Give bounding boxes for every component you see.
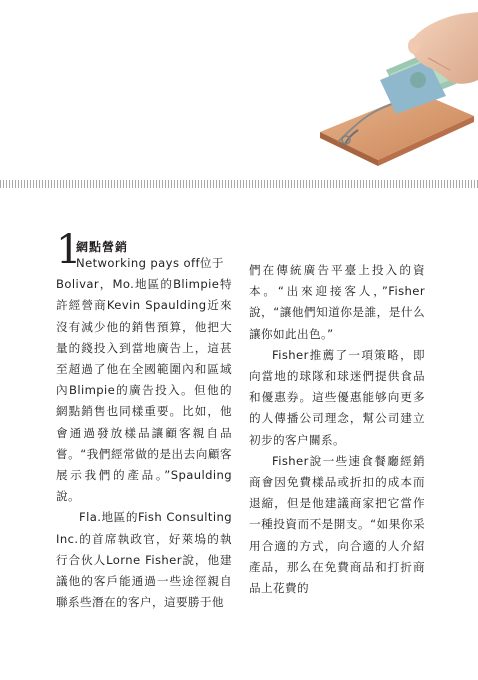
left-text-column xyxy=(56,234,232,613)
mousetrap-money-photo xyxy=(300,0,478,168)
right-text-column xyxy=(249,260,425,599)
section-title: 網點營銷 xyxy=(76,240,129,254)
paragraph-body: 們在傳統廣告平臺上投入的資本。“出來迎接客人，”Fisher說，“讓他們知道你是誰，是什么讓你如此出色。” xyxy=(249,263,425,341)
section-number: 1 xyxy=(56,227,82,273)
paragraph-body: Bolivar，Mo.地區的Blimpie特許經營商Kevin Spaulding近來沒有減少他的銷售預算，他把大量的錢投入到當地廣告上，這甚至超過了他在全國範圍內和區域內Blimpie的廣告投入。但他的網點銷售也同樣重要。比如，他會通過發放樣品讓顧客親自品嘗。“我們經常做的是出去向顧客展示我們的產品。”Spaulding說。 xyxy=(56,277,232,504)
paragraph-body: Fla.地區的Fish Consulting Inc.的首席執政官，好萊塢的執行合伙人Lorne Fisher說，他建議他的客戶能通過一些途徑親自聯系些潛在的客户，這要勝于他 xyxy=(56,510,232,610)
paragraph-body: Fisher說一些速食餐廳經銷商會因免費樣品或折扣的成本而退縮，但是他建議商家把它當作一種投資而不是開支。“如果你采用合適的方式，向合適的人介紹產品，那么在免費商品和打折商品上花費的 xyxy=(249,453,425,596)
paragraph-opening-line: Networking pays off位于 xyxy=(76,256,224,270)
dotted-divider xyxy=(0,180,478,188)
paragraph-body: Fisher推薦了一項策略，即向當地的球隊和球迷們提供食品和優惠券。這些優惠能够向更多的人傳播公司理念，幫公司建立初步的客户關系。 xyxy=(249,347,425,447)
